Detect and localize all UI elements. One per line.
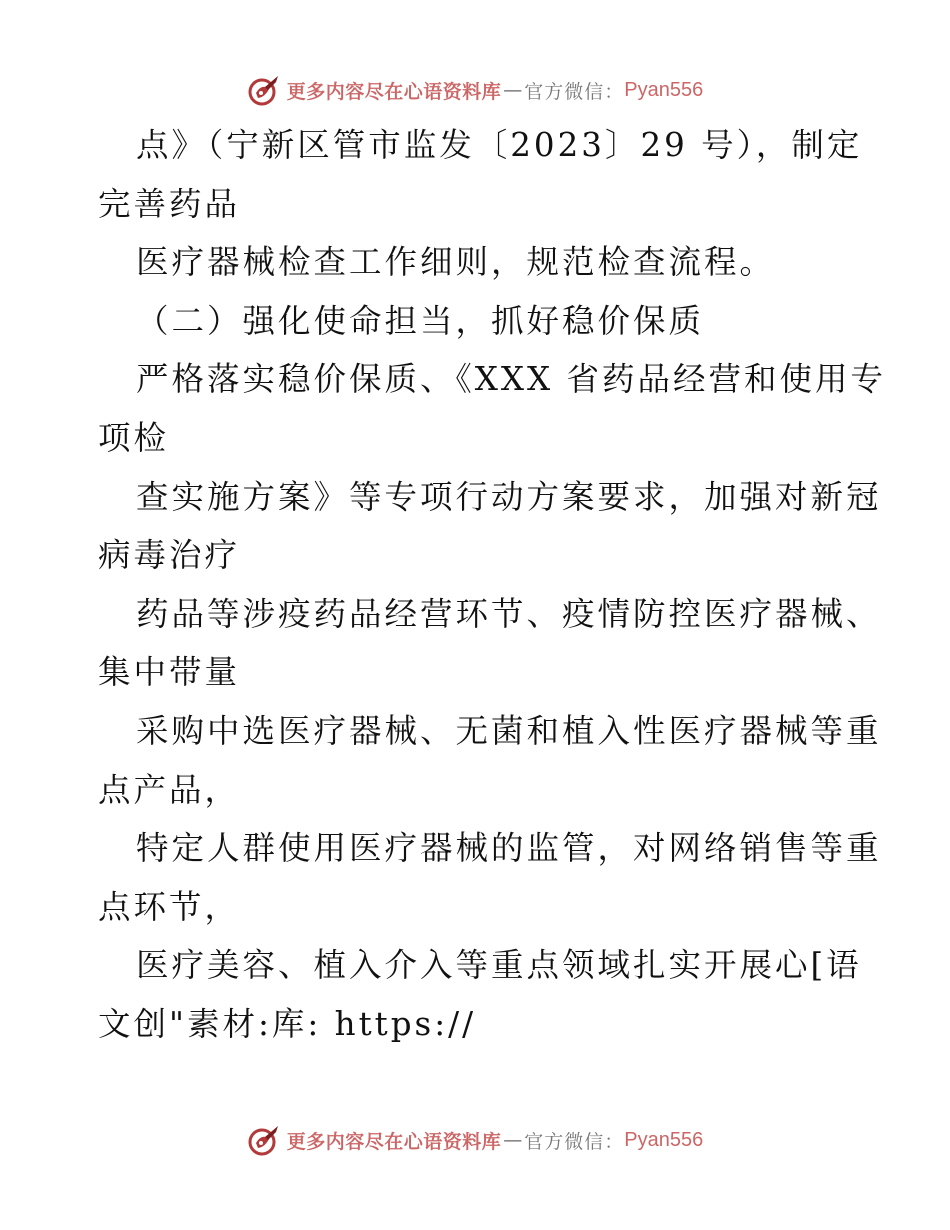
text-line: 集中带量 [98,653,241,692]
text-line: 文创"素材:库: https:// [98,1004,477,1043]
header-banner [0,70,950,110]
banner-wechat-id: Pyan556 [624,78,704,101]
banner-brand-text: 更多内容尽在心语资料库 [286,80,502,103]
brand-logo-icon [247,1123,281,1157]
text-line: 严格落实稳价保质、《XXX 省药品经营和使用专 [136,360,886,399]
text-line: 查实施方案》等专项行动方案要求，加强对新冠 [136,477,882,516]
banner-wechat-id: Pyan556 [624,1128,704,1151]
text-line: 点产品， [98,770,241,809]
text-line: 医疗器械检查工作细则，规范检查流程。 [136,243,776,282]
banner-wechat-label: 官方微信： [524,80,625,103]
brand-logo-icon [247,73,281,107]
text-line: 完善药品 [98,184,241,223]
section-heading: （二）强化使命担当，抓好稳价保质 [136,301,705,340]
text-line: 项检 [98,418,170,457]
banner-brand-text: 更多内容尽在心语资料库 [286,1130,502,1153]
banner-wechat-label: 官方微信： [524,1130,625,1153]
banner-separator: — [503,1129,523,1151]
banner-separator: — [503,79,523,101]
text-line: 特定人群使用医疗器械的监管，对网络销售等重 [136,829,882,868]
text-line: 药品等涉疫药品经营环节、疫情防控医疗器械、 [136,594,882,633]
document-body [98,116,886,1054]
text-line: 医疗美容、植入介入等重点领域扎实开展心[语 [136,946,862,985]
text-line: 点》（宁新区管市监发〔2023〕29 号），制定 [136,126,863,164]
text-line: 采购中选医疗器械、无菌和植入性医疗器械等重 [136,711,882,750]
footer-banner [0,1120,950,1160]
text-line: 病毒治疗 [98,536,241,575]
text-line: 点环节， [98,887,241,926]
